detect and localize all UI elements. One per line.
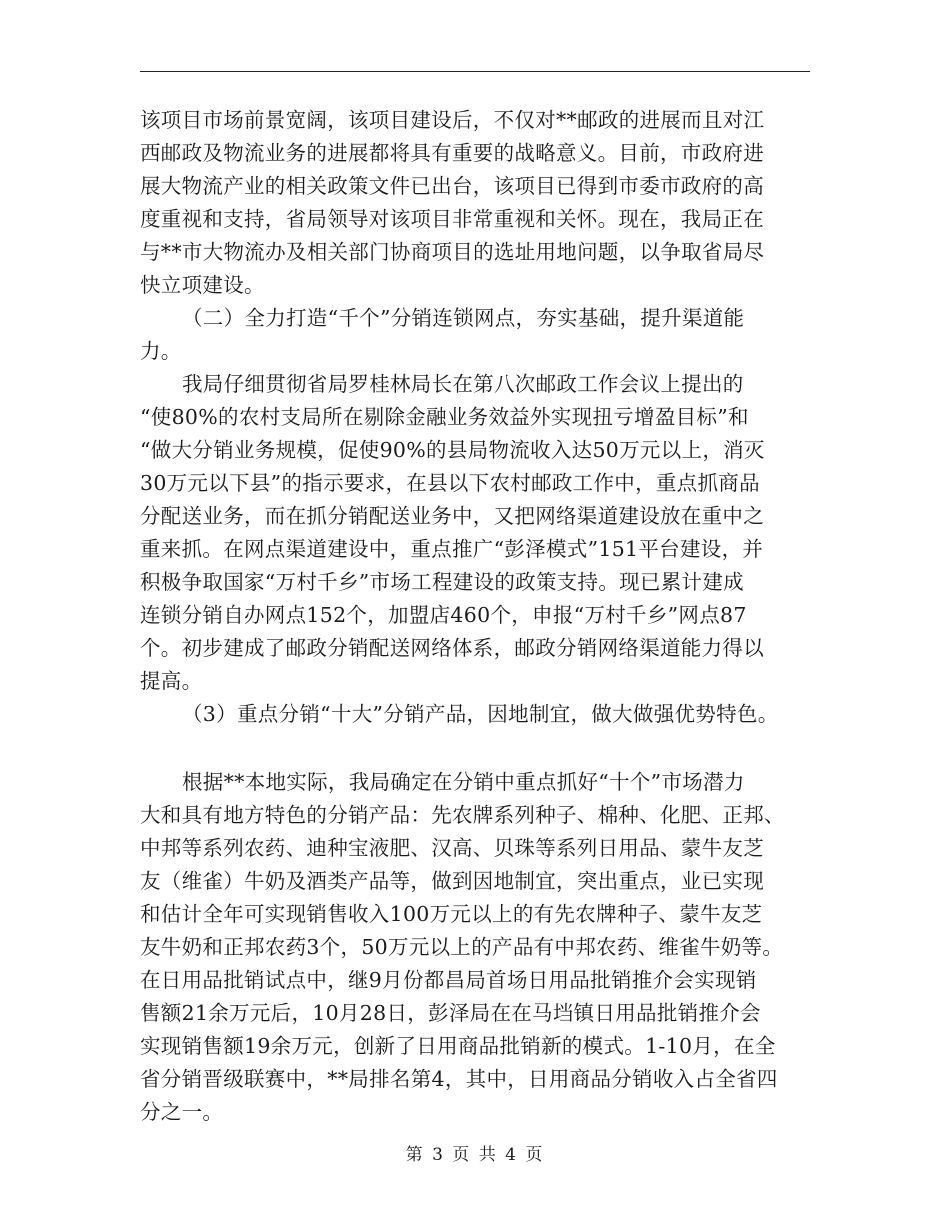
text-line: 与**市大物流办及相关部门协商项目的选址用地问题，以争取省局尽 xyxy=(140,240,765,264)
text-line: 省分销晋级联赛中，**局排名第4，其中，日用商品分销收入占全省四 xyxy=(140,1067,778,1091)
text-line: 中邦等系列农药、迪种宝液肥、汉高、贝珠等系列日用品、蒙牛友芝 xyxy=(140,836,764,860)
text-line: 西邮政及物流业务的进展都将具有重要的战略意义。目前，市政府进 xyxy=(140,141,764,165)
text-line: 大和具有地方特色的分销产品：先农牌系列种子、棉种、化肥、正邦、 xyxy=(140,803,785,827)
text-line: （3）重点分销“十大”分销产品，因地制宜，做大做强优势特色。 xyxy=(182,702,779,726)
paragraph-project-prospect xyxy=(140,104,820,302)
text-line: 展大物流产业的相关政策文件已出台，该项目已得到市委市政府的高 xyxy=(140,174,764,198)
document-body xyxy=(140,104,820,1129)
text-line: 个。初步建成了邮政分销配送网络体系，邮政分销网络渠道能力得以 xyxy=(140,636,764,660)
paragraph-gap xyxy=(140,731,820,766)
heading-section-2 xyxy=(140,302,820,368)
text-line: （二）全力打造“千个”分销连锁网点，夯实基础，提升渠道能 xyxy=(182,306,745,330)
text-line: 重来抓。在网点渠道建设中，重点推广“彭泽模式”151平台建设，并 xyxy=(140,537,764,561)
paragraph-key-products xyxy=(140,766,820,1129)
text-line: 30万元以下县”的指示要求，在县以下农村邮政工作中，重点抓商品 xyxy=(140,471,760,495)
text-line: “使80%的农村支局所在剔除金融业务效益外实现扭亏增盈目标”和 xyxy=(140,405,749,429)
text-line: 我局仔细贯彻省局罗桂林局长在第八次邮政工作会议上提出的 xyxy=(182,372,744,396)
text-line: 该项目市场前景宽阔，该项目建设后，不仅对**邮政的进展而且对江 xyxy=(140,108,765,132)
text-line: 实现销售额19余万元，创新了日用商品批销新的模式。1-10月，在全 xyxy=(140,1034,776,1058)
paragraph-network-building xyxy=(140,368,820,698)
text-line: 友（维雀）牛奶及酒类产品等，做到因地制宜，突出重点，业已实现 xyxy=(140,869,764,893)
text-line: 和估计全年可实现销售收入100万元以上的有先农牌种子、蒙牛友芝 xyxy=(140,902,763,926)
text-line: 分之一。 xyxy=(140,1100,224,1124)
heading-section-3 xyxy=(140,698,820,731)
text-line: 力。 xyxy=(140,339,182,363)
text-line: 度重视和支持，省局领导对该项目非常重视和关怀。现在，我局正在 xyxy=(140,207,764,231)
text-line: 积极争取国家“万村千乡”市场工程建设的政策支持。现已累计建成 xyxy=(140,570,744,594)
text-line: 在日用品批销试点中，继9月份都昌局首场日用品批销推介会实现销 xyxy=(140,968,757,992)
text-line: 售额21余万元后，10月28日，彭泽局在在马垱镇日用品批销推介会 xyxy=(140,1001,761,1025)
text-line: 分配送业务，而在抓分销配送业务中，又把网络渠道建设放在重中之 xyxy=(140,504,764,528)
text-line: 友牛奶和正邦农药3个，50万元以上的产品有中邦农药、维雀牛奶等。 xyxy=(140,935,784,959)
header-rule xyxy=(140,71,810,72)
text-line: 提高。 xyxy=(140,669,203,693)
text-line: 快立项建设。 xyxy=(140,273,265,297)
text-line: 根据**本地实际，我局确定在分销中重点抓好“十个”市场潜力 xyxy=(182,770,745,794)
text-line: “做大分销业务规模，促使90%的县局物流收入达50万元以上，消灭 xyxy=(140,438,765,462)
page-number-footer: 第 3 页 共 4 页 xyxy=(405,1145,545,1165)
text-line: 连锁分销自办网点152个，加盟店460个，申报“万村千乡”网点87 xyxy=(140,603,747,627)
